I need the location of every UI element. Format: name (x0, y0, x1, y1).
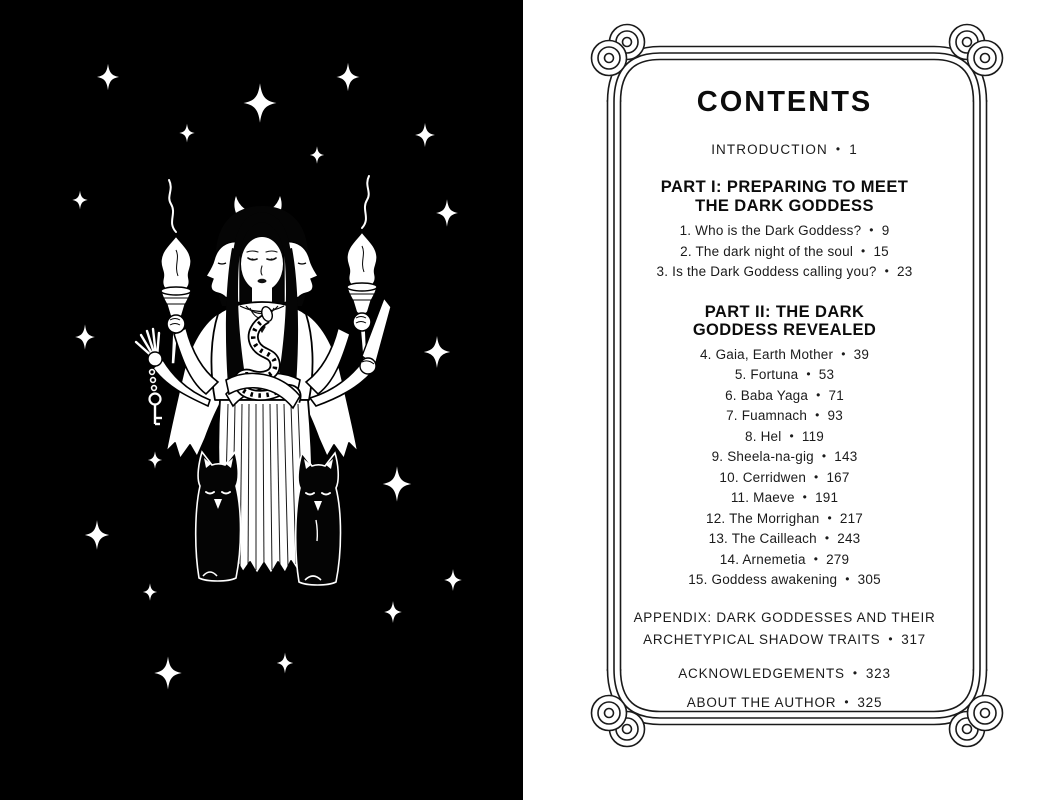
part2-items (553, 345, 1016, 591)
toc-item: 9. Sheela-na-gig • 143 (711, 449, 858, 464)
toc-item: 11. Maeve • 191 (730, 490, 839, 505)
toc-item: 1. Who is the Dark Goddess? • 9 (679, 223, 890, 238)
toc-item: 10. Cerridwen • 167 (719, 469, 850, 485)
toc-item: 7. Fuamnach • 93 (726, 408, 843, 423)
cat-right (296, 453, 341, 585)
toc-item: 2. The dark night of the soul • 15 (680, 243, 889, 259)
toc-item: 13. The Cailleach • 243 (708, 531, 861, 546)
part1-items (553, 221, 1016, 283)
toc-item: 8. Hel • 119 (745, 428, 824, 444)
part1-heading: PART I: PREPARING TO MEET THE DARK GODDESS (660, 178, 909, 215)
bullet-separator: • (835, 142, 842, 156)
toc-entry-introduction: INTRODUCTION • 1 (711, 142, 858, 157)
toc-item: 12. The Morrighan • 217 (706, 510, 863, 526)
toc-entry-appendix: APPENDIX: DARK GODDESSES AND THEIR ARCHETYPICAL SHADOW TRAITS • 317 (633, 609, 936, 647)
cat-left (196, 452, 241, 581)
part2-heading: PART II: THE DARK GODDESS REVEALED (692, 302, 877, 339)
toc-item: 5. Fortuna • 53 (734, 367, 835, 382)
toc-item: 3. Is the Dark Goddess calling you? • 23 (656, 264, 913, 279)
toc-item: 14. Arnemetia • 279 (719, 551, 850, 567)
contents-page (553, 0, 1016, 713)
page-title: CONTENTS (696, 86, 873, 118)
toc-item: 15. Goddess awakening • 305 (688, 572, 881, 587)
toc-item: 6. Baba Yaga • 71 (725, 387, 844, 403)
toc-item: 4. Gaia, Earth Mother • 39 (699, 346, 870, 362)
toc-entry-acknowledgements: ACKNOWLEDGEMENTS • 323 (678, 665, 891, 681)
right-page (523, 0, 1046, 800)
toc-entry-about-author: ABOUT THE AUTHOR • 325 (686, 694, 883, 710)
